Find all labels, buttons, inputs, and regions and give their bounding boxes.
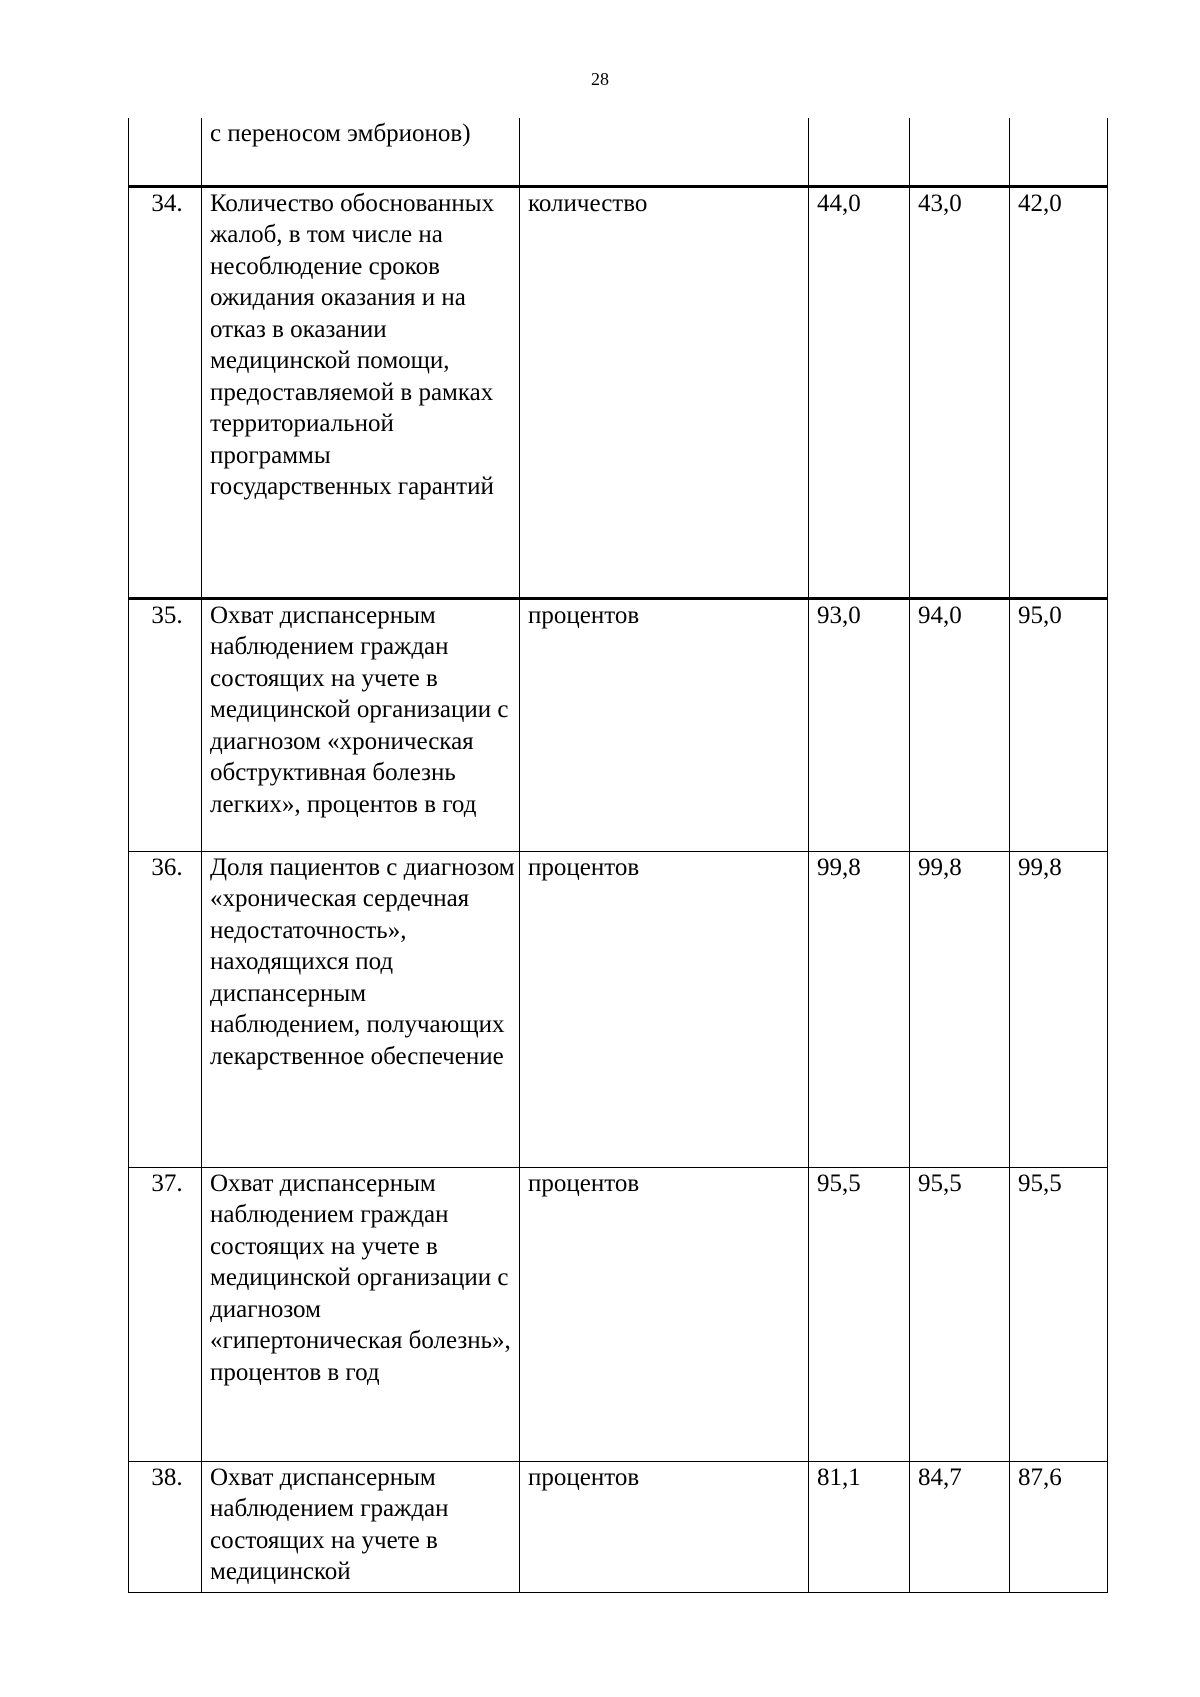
value-cell-2: 95,5 xyxy=(910,1167,1010,1461)
table-row-continuation xyxy=(129,118,1108,186)
row-number: 34. xyxy=(129,186,202,598)
value-cell-2: 43,0 xyxy=(910,186,1010,598)
value-cell-1: 44,0 xyxy=(809,186,910,598)
value-cell-1: 99,8 xyxy=(809,851,910,1167)
row-number: 37. xyxy=(129,1167,202,1461)
unit-cell xyxy=(520,118,809,186)
value-cell-3: 99,8 xyxy=(1010,851,1108,1167)
unit-cell: процентов xyxy=(520,1461,809,1592)
unit-cell: процентов xyxy=(520,598,809,851)
value-cell-3: 95,0 xyxy=(1010,598,1108,851)
indicator-name: Количество обоснованных жалоб, в том числе на несоблюдение сроков ожидания оказания и на отказ в оказании медицинской помощи, предоставляемой в рамках территориальной программы государственных гарантий xyxy=(202,186,520,598)
table-row-36 xyxy=(129,851,1108,1167)
table-row-37 xyxy=(129,1167,1108,1461)
value-cell-1: 95,5 xyxy=(809,1167,910,1461)
value-cell-3: 95,5 xyxy=(1010,1167,1108,1461)
value-cell-3: 42,0 xyxy=(1010,186,1108,598)
unit-cell: процентов xyxy=(520,851,809,1167)
table-row-34 xyxy=(129,186,1108,598)
indicator-name: Охват диспансерным наблюдением граждан состоящих на учете в медицинской организации с диагнозом «хроническая обструктивная болезнь легких», процентов в год xyxy=(202,598,520,851)
value-cell-2: 99,8 xyxy=(910,851,1010,1167)
row-number: 35. xyxy=(129,598,202,851)
value-cell-1 xyxy=(809,118,910,186)
row-number: 36. xyxy=(129,851,202,1167)
value-cell-1: 93,0 xyxy=(809,598,910,851)
row-number xyxy=(129,118,202,186)
indicator-name: с переносом эмбрионов) xyxy=(202,118,520,186)
indicators-table xyxy=(128,118,1108,1593)
row-number: 38. xyxy=(129,1461,202,1592)
value-cell-3: 87,6 xyxy=(1010,1461,1108,1592)
indicator-name: Охват диспансерным наблюдением граждан состоящих на учете в медицинской организации с диагнозом «гипертоническая болезнь», процентов в год xyxy=(202,1167,520,1461)
value-cell-2 xyxy=(910,118,1010,186)
page-number: 28 xyxy=(591,69,609,89)
value-cell-1: 81,1 xyxy=(809,1461,910,1592)
table-row-38 xyxy=(129,1461,1108,1592)
indicator-name: Доля пациентов с диагнозом «хроническая сердечная недостаточность», находящихся под диспансерным наблюдением, получающих лекарственное обеспечение xyxy=(202,851,520,1167)
unit-cell: количество xyxy=(520,186,809,598)
value-cell-2: 94,0 xyxy=(910,598,1010,851)
unit-cell: процентов xyxy=(520,1167,809,1461)
value-cell-2: 84,7 xyxy=(910,1461,1010,1592)
value-cell-3 xyxy=(1010,118,1108,186)
indicator-name: Охват диспансерным наблюдением граждан состоящих на учете в медицинской xyxy=(202,1461,520,1592)
table-row-35 xyxy=(129,598,1108,851)
